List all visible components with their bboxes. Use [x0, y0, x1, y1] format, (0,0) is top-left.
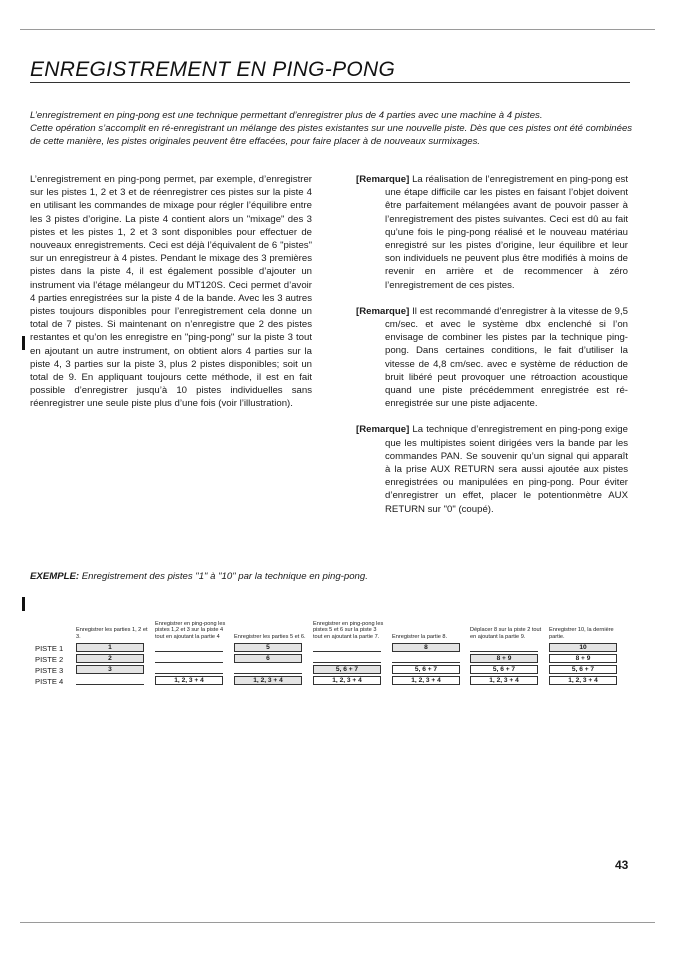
track-cell: 5, 6 + 7: [470, 665, 538, 674]
diagram-step: [392, 0, 462, 643]
remark-text: La technique d’enregistrement en ping-pong exige que les multipistes soient dirigées vers la bande par les commandes PAN. Se souvenir qu’un signal qui apparaît à la prise AUX RETURN sera aussi ajoutée aux pistes enregistrées ou manipulées en ping-pong. Pour éviter d’enregistrer un effet, placer le potentionmètre AUX RETURN sur "0" (coupé).: [385, 424, 628, 515]
left-column-text: L’enregistrement en ping-pong permet, par exemple, d’enregistrer sur les pistes 1, 2 et 3 et de réenregistrer ces pistes sur la piste 4 en utilisant les commandes de mixage pour régler l’équilibre entre les 3 pistes d’origine. La piste 4 contient alors un "mixage" des 3 pistes et les pistes 1, 2 et 3 sont disponibles pour effectuer de nouveaux enregistrements. Ceci est déjà l’équivalent de 6 "pistes" sur un enregistreur à 4 pistes. Pendant le mixage des 3 premières pistes dans la piste 4, il est également possible d’ajouter un instrument via l’étage mélangeur du MT120S. Ceci permet d’avoir 4 parties enregistrées sur la piste 4 de la bande. Avec les 3 autres pistes toujours disponibles pour l’enregistrement cela donne un total de 7 pistes. Si maintenant on n’enregistre que 2 des pistes restantes et qu’on les enregistre en "ping-pong" sur la piste 3 tout en ajoutant un autre instrument, on obtient alors 4 parties sur la piste 4, 3 parties sur la piste 3, plus 2 pistes disponibles; soit un total de 9. En appliquant toujours cette méthode, il est en fait possible d’enregistrer jusqu’à 10 pistes individuelles sans réenregistrer une seule piste plus d’une fois (voir l’illustration).: [30, 174, 312, 410]
example-text: Enregistrement des pistes "1" à "10" par la technique en ping-pong.: [81, 571, 368, 582]
track-label: PISTE 2: [35, 655, 64, 664]
bottom-rule: [20, 922, 655, 923]
margin-mark: [22, 597, 25, 611]
track-label: PISTE 1: [35, 644, 64, 653]
step-caption: Enregistrer les parties 1, 2 et 3.: [76, 627, 148, 641]
remark-text: La réalisation de l’enregistrement en ping-pong est une étape difficile car les pistes en faisant l’objet doivent être parfaitement mélangées avant de pouvoir passer à l’enregistrement des pistes suivantes. Ceci est dû au fait qu’une fois le ping-pong réalisé et le nouveau matériau enregistré sur les pistes d’origine, leur équilibre et leur son individuels ne peuvent plus être modifiés à moins de revenir en arrière et de recommencer à zéro l’enregistrement de ces pistes.: [385, 174, 628, 291]
track-cell: [392, 654, 460, 663]
remark-label: [Remarque]: [356, 424, 410, 436]
track-cell: 1, 2, 3 + 4: [549, 676, 617, 685]
diagram-step: [470, 0, 540, 643]
track-cell: [313, 654, 381, 663]
track-cell: 1, 2, 3 + 4: [313, 676, 381, 685]
track-cell: 8: [392, 643, 460, 652]
track-cell: 2: [76, 654, 144, 663]
margin-mark: [22, 336, 25, 350]
track-cell: [234, 665, 302, 674]
track-cell: 1, 2, 3 + 4: [155, 676, 223, 685]
track-label: PISTE 3: [35, 666, 64, 675]
step-caption: Enregistrer la partie 8.: [392, 634, 448, 641]
track-cell: 3: [76, 665, 144, 674]
step-caption: Enregistrer en ping-pong les pistes 1,2 et 3 sur la piste 4 tout en ajoutant la partie 4: [155, 620, 226, 641]
example-label: EXEMPLE:: [30, 571, 80, 582]
diagram-step: [155, 0, 225, 643]
diagram-step: [234, 0, 304, 643]
track-cell: 6: [234, 654, 302, 663]
track-cell: [155, 643, 223, 652]
track-cell: [76, 676, 144, 685]
track-label: PISTE 4: [35, 677, 64, 686]
track-cell: [155, 654, 223, 663]
track-cell: 1, 2, 3 + 4: [392, 676, 460, 685]
track-cell: [155, 665, 223, 674]
diagram-step: [313, 0, 383, 643]
track-cell: [470, 643, 538, 652]
step-caption: Enregistrer 10, la dernière partie.: [549, 627, 614, 641]
remark-text: Il est recommandé d’enregistrer à la vitesse de 9,5 cm/sec. et avec le système dbx enclenché si l’on envisage de combiner les pistes par la technique ping-pong. Dans certaines conditions, le fait d’utiliser la vitesse de 4,8 cm/sec. avec e système de réduction de bruit libéré peut provoquer une rétroaction acoustique quand une piste précédemment enregistrée est ré-enregistrée sur une piste adjacente.: [385, 305, 628, 410]
track-cell: 5, 6 + 7: [549, 665, 617, 674]
intro-line-2: Cette opération s’accomplit en ré-enregistrant un mélange des pistes existantes sur une nouvelle piste. Dès que ces pistes ont été combinées de cette manière, les pistes originales peuvent être effacées, pour faire placer à de nouveaux surmixages.: [30, 123, 633, 147]
track-cell: 1, 2, 3 + 4: [470, 676, 538, 685]
track-cell: 8 + 9: [470, 654, 538, 663]
step-caption: Enregistrer les parties 5 et 6.: [234, 634, 306, 641]
page-number: 43: [615, 858, 629, 872]
remark-label: [Remarque]: [356, 305, 410, 317]
page-title: ENREGISTREMENT EN PING-PONG: [30, 58, 396, 81]
track-cell: 8 + 9: [549, 654, 617, 663]
diagram-step: [76, 0, 146, 643]
remark-label: [Remarque]: [356, 174, 410, 185]
step-caption: Déplacer 8 sur la piste 2 tout en ajoutant la partie 9.: [470, 627, 542, 641]
track-cell: [313, 643, 381, 652]
track-cell: 1: [76, 643, 144, 652]
track-cell: 5, 6 + 7: [313, 665, 381, 674]
track-cell: 10: [549, 643, 617, 652]
track-cell: 1, 2, 3 + 4: [234, 676, 302, 685]
intro-line-1: L’enregistrement en ping-pong est une technique permettant d’enregistrer plus de 4 parties avec une machine à 4 pistes.: [30, 110, 543, 121]
step-caption: Enregistrer en ping-pong les pistes 5 et 6 sur la piste 3 tout en ajoutant la partie 7.: [313, 620, 384, 641]
diagram-step: [549, 0, 619, 643]
track-cell: 5: [234, 643, 302, 652]
track-cell: 5, 6 + 7: [392, 665, 460, 674]
